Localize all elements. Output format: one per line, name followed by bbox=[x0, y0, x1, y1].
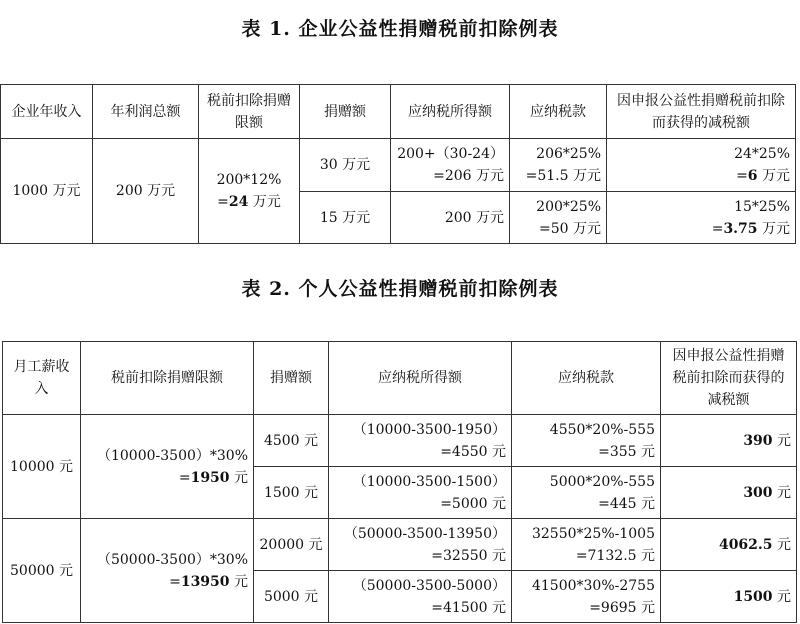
reduction-formula: 24*25% bbox=[734, 146, 790, 162]
reduction-value: 390 bbox=[743, 432, 773, 449]
tax-formula: 200*25% bbox=[536, 198, 601, 215]
reduction-unit: 元 bbox=[772, 588, 791, 605]
limit-eq: = bbox=[178, 469, 191, 486]
reduction-unit: 元 bbox=[772, 536, 791, 553]
reduction-value: 300 bbox=[743, 484, 773, 501]
tax-formula: 41500*30%-2755 bbox=[531, 577, 655, 594]
reduction-unit: 万元 bbox=[757, 220, 790, 237]
table-header-row bbox=[3, 342, 797, 415]
reduction-eq: = bbox=[736, 168, 748, 184]
tax-formula: 206*25% bbox=[536, 146, 601, 162]
reduction-unit: 万元 bbox=[757, 168, 790, 184]
tax-cell bbox=[512, 519, 661, 571]
corporate-donation-table bbox=[0, 84, 796, 244]
taxable-result: =4550 元 bbox=[440, 443, 506, 460]
table-header-row bbox=[1, 85, 796, 139]
tax-result: =51.5 万元 bbox=[525, 168, 601, 184]
reduction-cell bbox=[661, 415, 797, 467]
reduction-cell bbox=[661, 519, 797, 571]
tax-formula: 5000*20%-555 bbox=[549, 473, 655, 490]
taxable-income-cell bbox=[329, 467, 512, 519]
taxable-income-cell: 200 万元 bbox=[391, 192, 510, 244]
taxable-formula: （10000-3500-1500） bbox=[352, 473, 506, 490]
tax-cell bbox=[510, 139, 607, 192]
header-cell: 税前扣除捐赠限额 bbox=[199, 85, 300, 139]
header-cell: 应纳税款 bbox=[512, 342, 661, 415]
reduction-cell bbox=[661, 571, 797, 623]
taxable-income-cell bbox=[391, 139, 510, 192]
personal-donation-table bbox=[2, 341, 797, 623]
limit-value: 1950 bbox=[190, 469, 230, 486]
taxable-formula: （50000-3500-5000） bbox=[352, 577, 506, 594]
limit-cell bbox=[81, 519, 254, 623]
reduction-unit: 元 bbox=[772, 432, 791, 449]
profit-cell: 200 万元 bbox=[93, 139, 199, 244]
taxable-formula: （10000-3500-1950） bbox=[352, 421, 506, 438]
tax-cell bbox=[512, 571, 661, 623]
reduction-value: 1500 bbox=[733, 588, 773, 605]
donation-cell: 20000 元 bbox=[254, 519, 329, 571]
header-cell: 应纳税款 bbox=[510, 85, 607, 139]
limit-value: 24 bbox=[228, 194, 249, 210]
limit-formula: （10000-3500）*30% bbox=[96, 447, 248, 464]
income-cell: 10000 元 bbox=[3, 415, 81, 519]
taxable-income-cell bbox=[329, 571, 512, 623]
limit-value: 13950 bbox=[180, 573, 230, 590]
limit-cell bbox=[81, 415, 254, 519]
limit-eq: = bbox=[217, 194, 229, 210]
reduction-value: 6 bbox=[747, 168, 758, 184]
tax-result: =355 元 bbox=[598, 443, 655, 460]
reduction-cell bbox=[661, 467, 797, 519]
limit-cell bbox=[199, 139, 300, 244]
reduction-unit: 元 bbox=[772, 484, 791, 501]
header-cell: 捐赠额 bbox=[300, 85, 391, 139]
donation-cell: 15 万元 bbox=[300, 192, 391, 244]
tax-formula: 32550*25%-1005 bbox=[531, 525, 655, 542]
table-row bbox=[3, 519, 797, 571]
limit-unit: 元 bbox=[229, 573, 248, 590]
reduction-cell bbox=[607, 192, 796, 244]
tax-formula: 4550*20%-555 bbox=[549, 421, 655, 438]
header-cell: 因申报公益性捐赠税前扣除而获得的减税额 bbox=[607, 85, 796, 139]
income-cell: 50000 元 bbox=[3, 519, 81, 623]
limit-unit: 万元 bbox=[248, 194, 281, 210]
header-cell: 企业年收入 bbox=[1, 85, 93, 139]
reduction-formula: 15*25% bbox=[734, 198, 790, 215]
taxable-result: =41500 元 bbox=[431, 599, 506, 616]
limit-formula: 200*12% bbox=[216, 172, 282, 188]
header-cell: 税前扣除捐赠限额 bbox=[81, 342, 254, 415]
limit-eq: = bbox=[169, 573, 181, 590]
donation-cell: 30 万元 bbox=[300, 139, 391, 192]
header-cell: 因申报公益性捐赠税前扣除而获得的减税额 bbox=[661, 342, 797, 415]
table-row bbox=[1, 139, 796, 192]
tax-result: =445 元 bbox=[598, 495, 655, 512]
tax-result: =9695 元 bbox=[589, 599, 655, 616]
income-cell: 1000 万元 bbox=[1, 139, 93, 244]
header-cell: 应纳税所得额 bbox=[329, 342, 512, 415]
header-cell: 月工薪收入 bbox=[3, 342, 81, 415]
tax-cell bbox=[512, 415, 661, 467]
reduction-value: 3.75 bbox=[723, 220, 758, 237]
limit-formula: （50000-3500）*30% bbox=[96, 551, 248, 568]
tax-cell bbox=[512, 467, 661, 519]
taxable-result: =206 万元 bbox=[433, 168, 504, 184]
taxable-result: =5000 元 bbox=[440, 495, 506, 512]
donation-cell: 4500 元 bbox=[254, 415, 329, 467]
taxable-formula: （50000-3500-13950） bbox=[343, 525, 506, 542]
table-row bbox=[3, 415, 797, 467]
taxable-income-cell bbox=[329, 415, 512, 467]
taxable-formula: 200+（30-24） bbox=[397, 146, 504, 162]
header-cell: 年利润总额 bbox=[93, 85, 199, 139]
table2-title: 表 2. 个人公益性捐赠税前扣除例表 bbox=[241, 278, 559, 300]
header-cell: 捐赠额 bbox=[254, 342, 329, 415]
tax-cell bbox=[510, 192, 607, 244]
header-cell: 应纳税所得额 bbox=[391, 85, 510, 139]
donation-cell: 1500 元 bbox=[254, 467, 329, 519]
taxable-result: =32550 元 bbox=[431, 547, 506, 564]
reduction-value: 4062.5 bbox=[718, 536, 773, 553]
donation-cell: 5000 元 bbox=[254, 571, 329, 623]
tax-result: =7132.5 元 bbox=[575, 547, 655, 564]
limit-unit: 元 bbox=[229, 469, 248, 486]
reduction-cell bbox=[607, 139, 796, 192]
taxable-income-cell bbox=[329, 519, 512, 571]
reduction-eq: = bbox=[711, 220, 724, 237]
tax-result: =50 万元 bbox=[539, 220, 601, 237]
table1-title: 表 1. 企业公益性捐赠税前扣除例表 bbox=[241, 18, 559, 40]
